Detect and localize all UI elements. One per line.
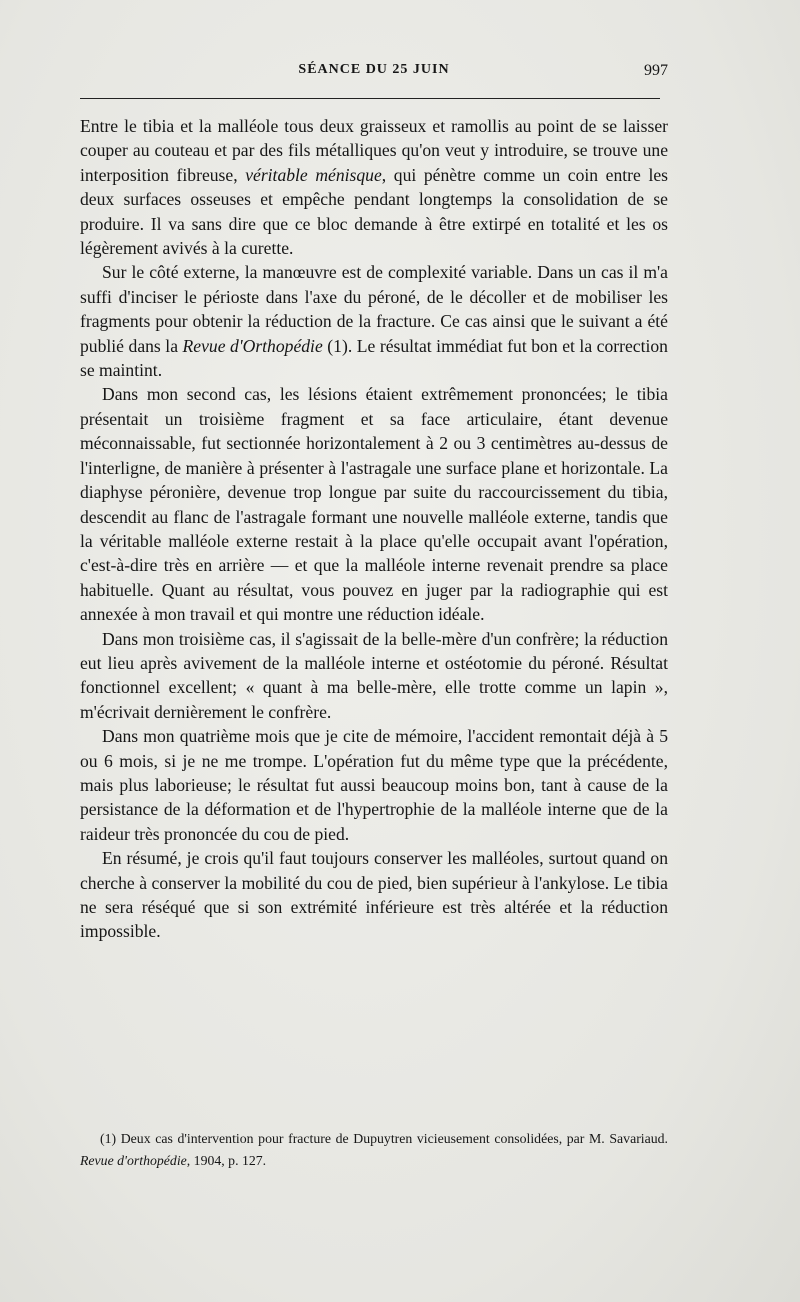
- header-rule: [80, 98, 660, 99]
- running-title: SÉANCE DU 25 JUIN: [298, 62, 450, 77]
- paragraph-6: En résumé, je crois qu'il faut toujours conserver les malléoles, surtout quand on cherche à conserver la mobilité du cou de pied, bien supérieur à l'ankylose. Le tibia ne sera réséqué que si son extrémité inférieure est très altérée et la réduction impossible.: [80, 848, 668, 942]
- paragraph-2-text-b: (1). Le résultat immédiat fut bon et la correction se maintint.: [80, 335, 668, 381]
- paragraph-2-text-a: Sur le côté externe, la manœuvre est de complexité variable. Dans un cas il m'a suffi d'inciser le périoste dans l'axe du péroné, de le décoller et de mobiliser les fragments pour obtenir la réduction de la fracture. Ce cas ainsi que le suivant a été publié dans la: [80, 262, 668, 356]
- body-text: [80, 114, 668, 944]
- paragraph-1-text-a: Entre le tibia et la malléole tous deux graisseux et ramollis au point de se laisser couper au couteau et par des fils métalliques qu'on veut y introduire, se trouve une interposition fibreuse,: [80, 116, 668, 185]
- paragraph-1-italic: véritable ménisque: [245, 164, 382, 185]
- footnote-text-a: (1) Deux cas d'intervention pour fracture de Dupuytren vicieusement consolidées, par M. Savariaud.: [100, 1131, 668, 1146]
- paragraph-1: [80, 114, 668, 260]
- page-number: 997: [644, 62, 668, 79]
- paragraph-4: Dans mon troisième cas, il s'agissait de la belle-mère d'un confrère; la réduction eut lieu après avivement de la malléole interne et ostéotomie du péroné. Résultat fonctionnel excellent; « quant à ma belle-mère, elle trotte comme un lapin », m'écrivait dernièrement le confrère.: [80, 628, 668, 722]
- paragraph-2-italic: Revue d'Orthopédie: [182, 335, 323, 356]
- footnote: [80, 1128, 668, 1172]
- paragraph-5: Dans mon quatrième mois que je cite de mémoire, l'accident remontait déjà à 5 ou 6 mois, si je ne me trompe. L'opération fut du même type que la précédente, mais plus laborieuse; le résultat fut aussi beaucoup moins bon, tant à cause de la persistance de la déformation et de l'hypertrophie de la malléole interne que de la raideur très prononcée du cou de pied.: [80, 726, 668, 844]
- paragraph-3: Dans mon second cas, les lésions étaient extrêmement prononcées; le tibia présentait un troisième fragment et sa face articulaire, étant devenue méconnaissable, fut sectionnée horizontalement à 2 ou 3 centimètres au-dessus de l'interligne, de manière à présenter à l'astragale une surface plane et horizontale. La diaphyse péronière, devenue trop longue par suite du raccourcissement du tibia, descendit au flanc de l'astragale formant une nouvelle malléole externe, tandis que la véritable malléole externe restait à la place qu'elle occupait avant l'opération, c'est-à-dire très en arrière — et que la malléole interne revenait prendre sa place habituelle. Quant au résultat, vous pouvez en juger par la radiographie qui est annexée à mon travail et qui montre une réduction idéale.: [80, 384, 668, 625]
- page-header: [80, 62, 668, 84]
- paragraph-1-text-b: , qui pénètre comme un coin entre les deux surfaces osseuses et empêche pendant longtemps la consolidation de se produire. Il va sans dire que ce bloc demande à être extirpé en totalité et les os légèrement avivés à la curette.: [80, 164, 668, 259]
- footnote-text-b: , 1904, p. 127.: [186, 1153, 267, 1168]
- footnote-text: [80, 1128, 668, 1172]
- footnote-italic: Revue d'orthopédie: [80, 1153, 187, 1168]
- paragraph-2: [80, 260, 668, 382]
